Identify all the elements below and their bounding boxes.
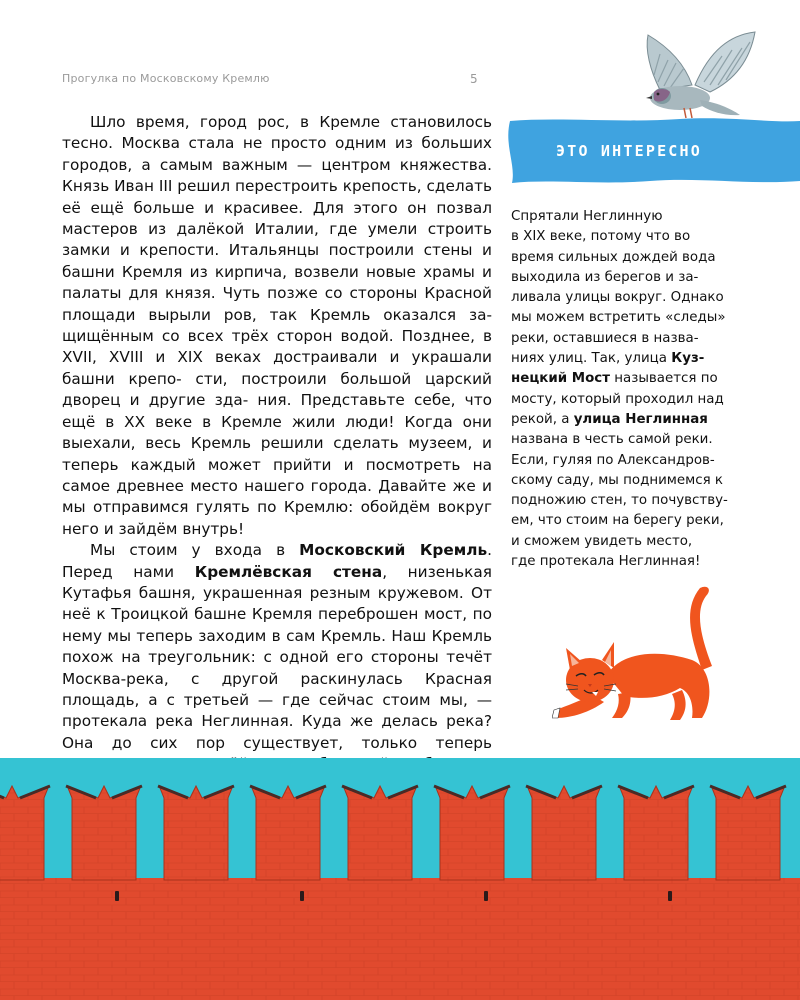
sidebar-line: в XIX веке, потому что во xyxy=(511,229,691,245)
sidebar-line: названа в честь самой реки. xyxy=(511,432,713,448)
sidebar-line xyxy=(511,349,781,369)
p1-line: люди! Когда они выехали, весь Кремль решили сделать xyxy=(62,412,492,453)
sidebar-line: выходила из берегов и за- xyxy=(511,269,699,285)
p2-text-3: , низенькая Кутафья башня, украшенная резным кружевом. От неё к Троицкой башне Кремля переброшен мост, по нему мы теперь заходим в сам Кремль. Наш Кремль похож на треугольник: с одной его стороны течёт Москва-река, с другой раскинулась Красная площадь, а с третьей — где сейчас стоим мы, — протекала река Неглинная. Куда же делась река? Она до сих пор существует, только теперь xyxy=(62,562,492,752)
p1-line: Москва стала не просто одним из больших городов, xyxy=(62,134,492,174)
wall-merlon xyxy=(252,786,324,880)
wall-merlon xyxy=(160,786,232,880)
sidebar-line: мосту, который проходил над xyxy=(511,391,724,407)
wall-merlon xyxy=(620,786,692,880)
wall-merlon xyxy=(0,786,48,880)
wall-merlon xyxy=(436,786,508,880)
p1-line: Италии, где умели строить замки и крепости. Итальянцы xyxy=(62,220,492,260)
cat-icon xyxy=(552,580,722,730)
sidebar-line: реки, оставшиеся в назва- xyxy=(511,330,699,346)
p1-line: щищённым со всех трёх сторон водой. Позднее, в XVII, xyxy=(62,327,492,367)
p1-line: XVIII и XIX веках достраивали и украшали башни крепо- xyxy=(62,348,492,388)
sidebar-text-fragment: рекой, а xyxy=(511,411,574,427)
sidebar-line: время сильных дождей вода xyxy=(511,249,716,265)
sidebar-text-fragment: называется по xyxy=(610,371,718,387)
sidebar-line xyxy=(511,410,781,430)
paragraph-1 xyxy=(62,112,492,540)
sidebar-line: Если, гуляя по Александров- xyxy=(511,452,715,468)
page-number: 5 xyxy=(470,72,478,86)
wall-merlon xyxy=(68,786,140,880)
sidebar-line: ливала улицы вокруг. Однако xyxy=(511,290,724,306)
p1-line: и зайдём внутрь! xyxy=(103,519,245,538)
wall-merlon xyxy=(528,786,600,880)
p1-line: а самым важным — центром княжества. Князь Иван III xyxy=(62,155,493,196)
sidebar-text-fragment: ниях улиц. Так, улица xyxy=(511,351,672,367)
p1-line: сти, построили большой царский дворец и другие зда- xyxy=(62,369,492,410)
p2-text-1: Мы стоим у входа в xyxy=(90,541,300,560)
term-moscow-kremlin: Московский Кремль xyxy=(299,541,488,560)
sidebar-line: где протекала Неглинная! xyxy=(511,554,701,570)
p1-line: новые храмы и палаты для князя. Чуть позже со стороны xyxy=(62,262,492,303)
wall-merlon xyxy=(712,786,784,880)
p1-line: ния. Представьте себе, что ещё в XX веке в Кремле жили xyxy=(62,391,492,431)
term-kuznetsky-2: нецкий Мост xyxy=(511,371,610,387)
p1-line: музеем, и теперь каждый может прийти и посмотреть xyxy=(62,434,492,474)
sidebar-line: мы можем встретить «следы» xyxy=(511,310,726,326)
sidebar-line: подножию стен, то почувству- xyxy=(511,493,728,509)
sidebar-line: скому саду, мы поднимемся к xyxy=(511,472,723,488)
running-head: Прогулка по Московскому Кремлю xyxy=(62,72,270,85)
p1-line: и красивее. Для этого он позвал мастеров из далёкой xyxy=(62,198,492,239)
sidebar-text xyxy=(511,207,781,572)
p1-line: на самое древнее место нашего города. Давайте же xyxy=(62,455,492,495)
term-kuznetsky-1: Куз- xyxy=(671,351,705,367)
main-article xyxy=(62,112,492,818)
p1-line: Красной площади вырыли ров, так Кремль оказался за- xyxy=(62,284,492,324)
p1-line: построили стены и башни Кремля из кирпича, возвели xyxy=(62,241,492,281)
term-neglinnaya-street: улица Неглинная xyxy=(573,411,708,427)
kremlin-wall-illustration xyxy=(0,758,800,1000)
sidebar-line: и сможем увидеть место, xyxy=(511,533,693,549)
sidebar-line: Спрятали Неглинную xyxy=(511,209,663,224)
p1-line: Шло время, город рос, в Кремле становилось тесно. xyxy=(62,113,492,153)
sidebar-line xyxy=(511,369,781,389)
sidebar-line: ем, что стоим на берегу реки, xyxy=(511,513,724,529)
p1-line: решил перестроить крепость, сделать её ещё больше xyxy=(62,177,492,217)
wall-merlon xyxy=(344,786,416,880)
sidebar-banner-title: ЭТО ИНТЕРЕСНО xyxy=(556,142,702,160)
p1-line: и мы отправимся гулять по Кремлю: обойдём вокруг него xyxy=(62,476,492,538)
term-kremlin-wall: Кремлёвская стена xyxy=(194,562,383,581)
p2-text-2: . Перед нами xyxy=(62,541,492,581)
